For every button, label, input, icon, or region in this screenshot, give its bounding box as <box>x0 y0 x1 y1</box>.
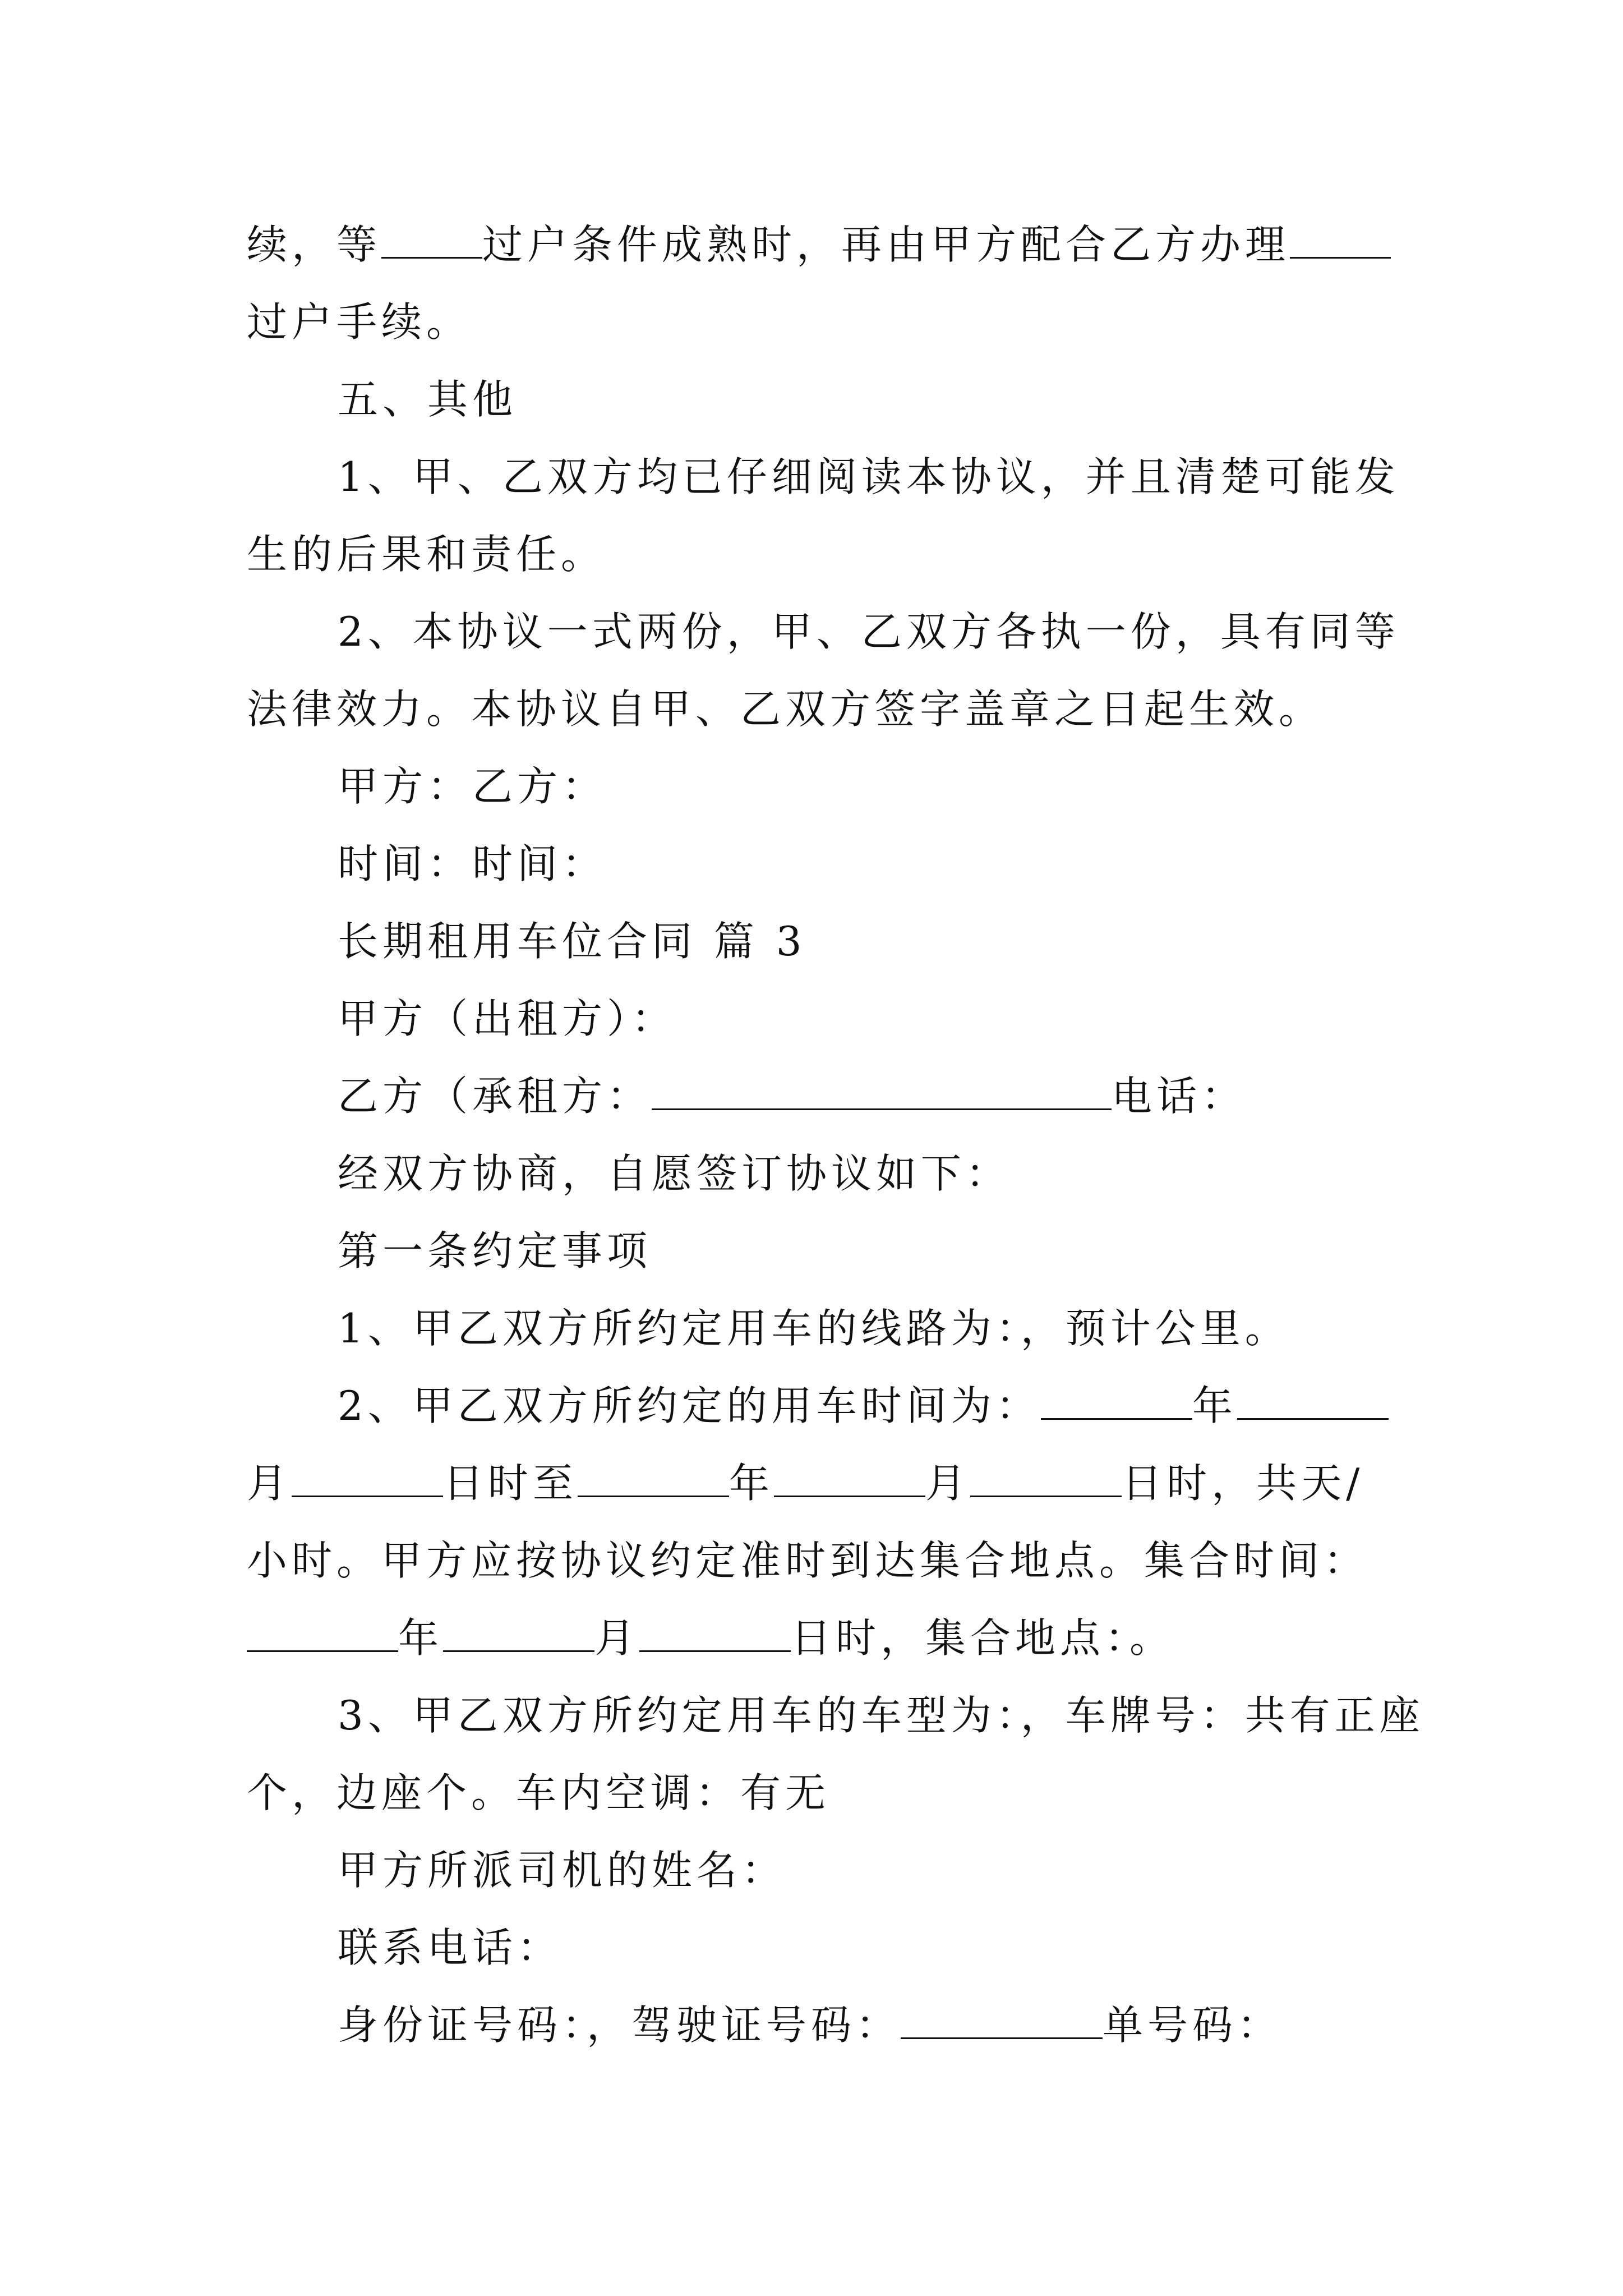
fill-blank <box>652 1074 1112 1110</box>
fill-blank <box>443 1616 594 1652</box>
text-run: 年 <box>398 1614 444 1662</box>
text-run: 月 <box>594 1614 640 1662</box>
text-line: 生的后果和责任。 <box>247 531 606 578</box>
text-line: 甲方（出租方）： <box>338 995 677 1042</box>
article-heading: 第一条约定事项 <box>338 1227 652 1274</box>
text-line: 过户手续。 <box>247 298 472 346</box>
text-run: 日时，共天/ <box>1122 1460 1364 1507</box>
text-run: 单号码： <box>1103 2001 1283 2049</box>
date-line: 时间：时间： <box>338 840 607 887</box>
text-line: 甲方所派司机的姓名： <box>338 1847 787 1894</box>
text-line: 联系电话： <box>338 1924 562 1971</box>
text-line: 法律效力。本协议自甲、乙双方签字盖章之日起生效。 <box>247 685 1324 733</box>
fill-blank <box>1237 1383 1389 1420</box>
text-run: 电话： <box>1112 1073 1247 1120</box>
text-run: 年 <box>729 1460 774 1507</box>
fill-blank <box>1290 222 1391 259</box>
fill-blank <box>1041 1383 1192 1420</box>
text-line: 2、本协议一式两份，甲、乙双方各执一份，具有同等 <box>338 608 1400 655</box>
fill-blank <box>247 1616 398 1652</box>
text-line <box>247 1456 1391 1510</box>
text-run: 月 <box>925 1460 971 1507</box>
text-line: 1、甲、乙双方均已仔细阅读本协议，并且清楚可能发 <box>338 453 1400 500</box>
section-heading: 五、其他 <box>338 376 518 423</box>
text-run: 日时，集合地点：。 <box>791 1614 1175 1662</box>
signature-line: 甲方：乙方： <box>338 763 607 810</box>
contract-title: 长期租用车位合同 篇 3 <box>338 918 806 965</box>
text-run: 月 <box>247 1460 292 1507</box>
text-run: 身份证号码：，驾驶证号码： <box>338 2001 901 2049</box>
text-run: 2、甲乙双方所约定的用车时间为： <box>338 1382 1041 1429</box>
text-run: 乙方（承租方： <box>338 1073 652 1120</box>
fill-blank <box>774 1461 925 1497</box>
fill-blank <box>639 1616 791 1652</box>
text-line <box>338 1379 1482 1433</box>
fill-blank <box>381 222 482 259</box>
text-line <box>247 218 1391 272</box>
text-run: 过户条件成熟时，再由甲方配合乙方办理 <box>482 221 1290 268</box>
fill-blank <box>970 1461 1122 1497</box>
text-line: 小时。甲方应按协议约定准时到达集合地点。集合时间： <box>247 1537 1369 1584</box>
text-run: 续，等 <box>247 221 382 268</box>
text-line <box>338 1998 1482 2052</box>
text-line: 3、甲乙双方所约定用车的车型为：，车牌号：共有正座 <box>338 1692 1424 1739</box>
text-run: 年 <box>1192 1382 1237 1429</box>
text-line: 经双方协商，自愿签订协议如下： <box>338 1150 1011 1197</box>
text-line <box>338 1069 1482 1123</box>
fill-blank <box>901 2003 1103 2039</box>
text-run: 日时至 <box>443 1460 578 1507</box>
fill-blank <box>292 1461 443 1497</box>
text-line <box>247 1611 1391 1665</box>
text-line: 1、甲乙双方所约定用车的线路为：，预计公里。 <box>338 1305 1290 1352</box>
fill-blank <box>578 1461 729 1497</box>
text-line: 个，边座个。车内空调：有无 <box>247 1769 831 1816</box>
